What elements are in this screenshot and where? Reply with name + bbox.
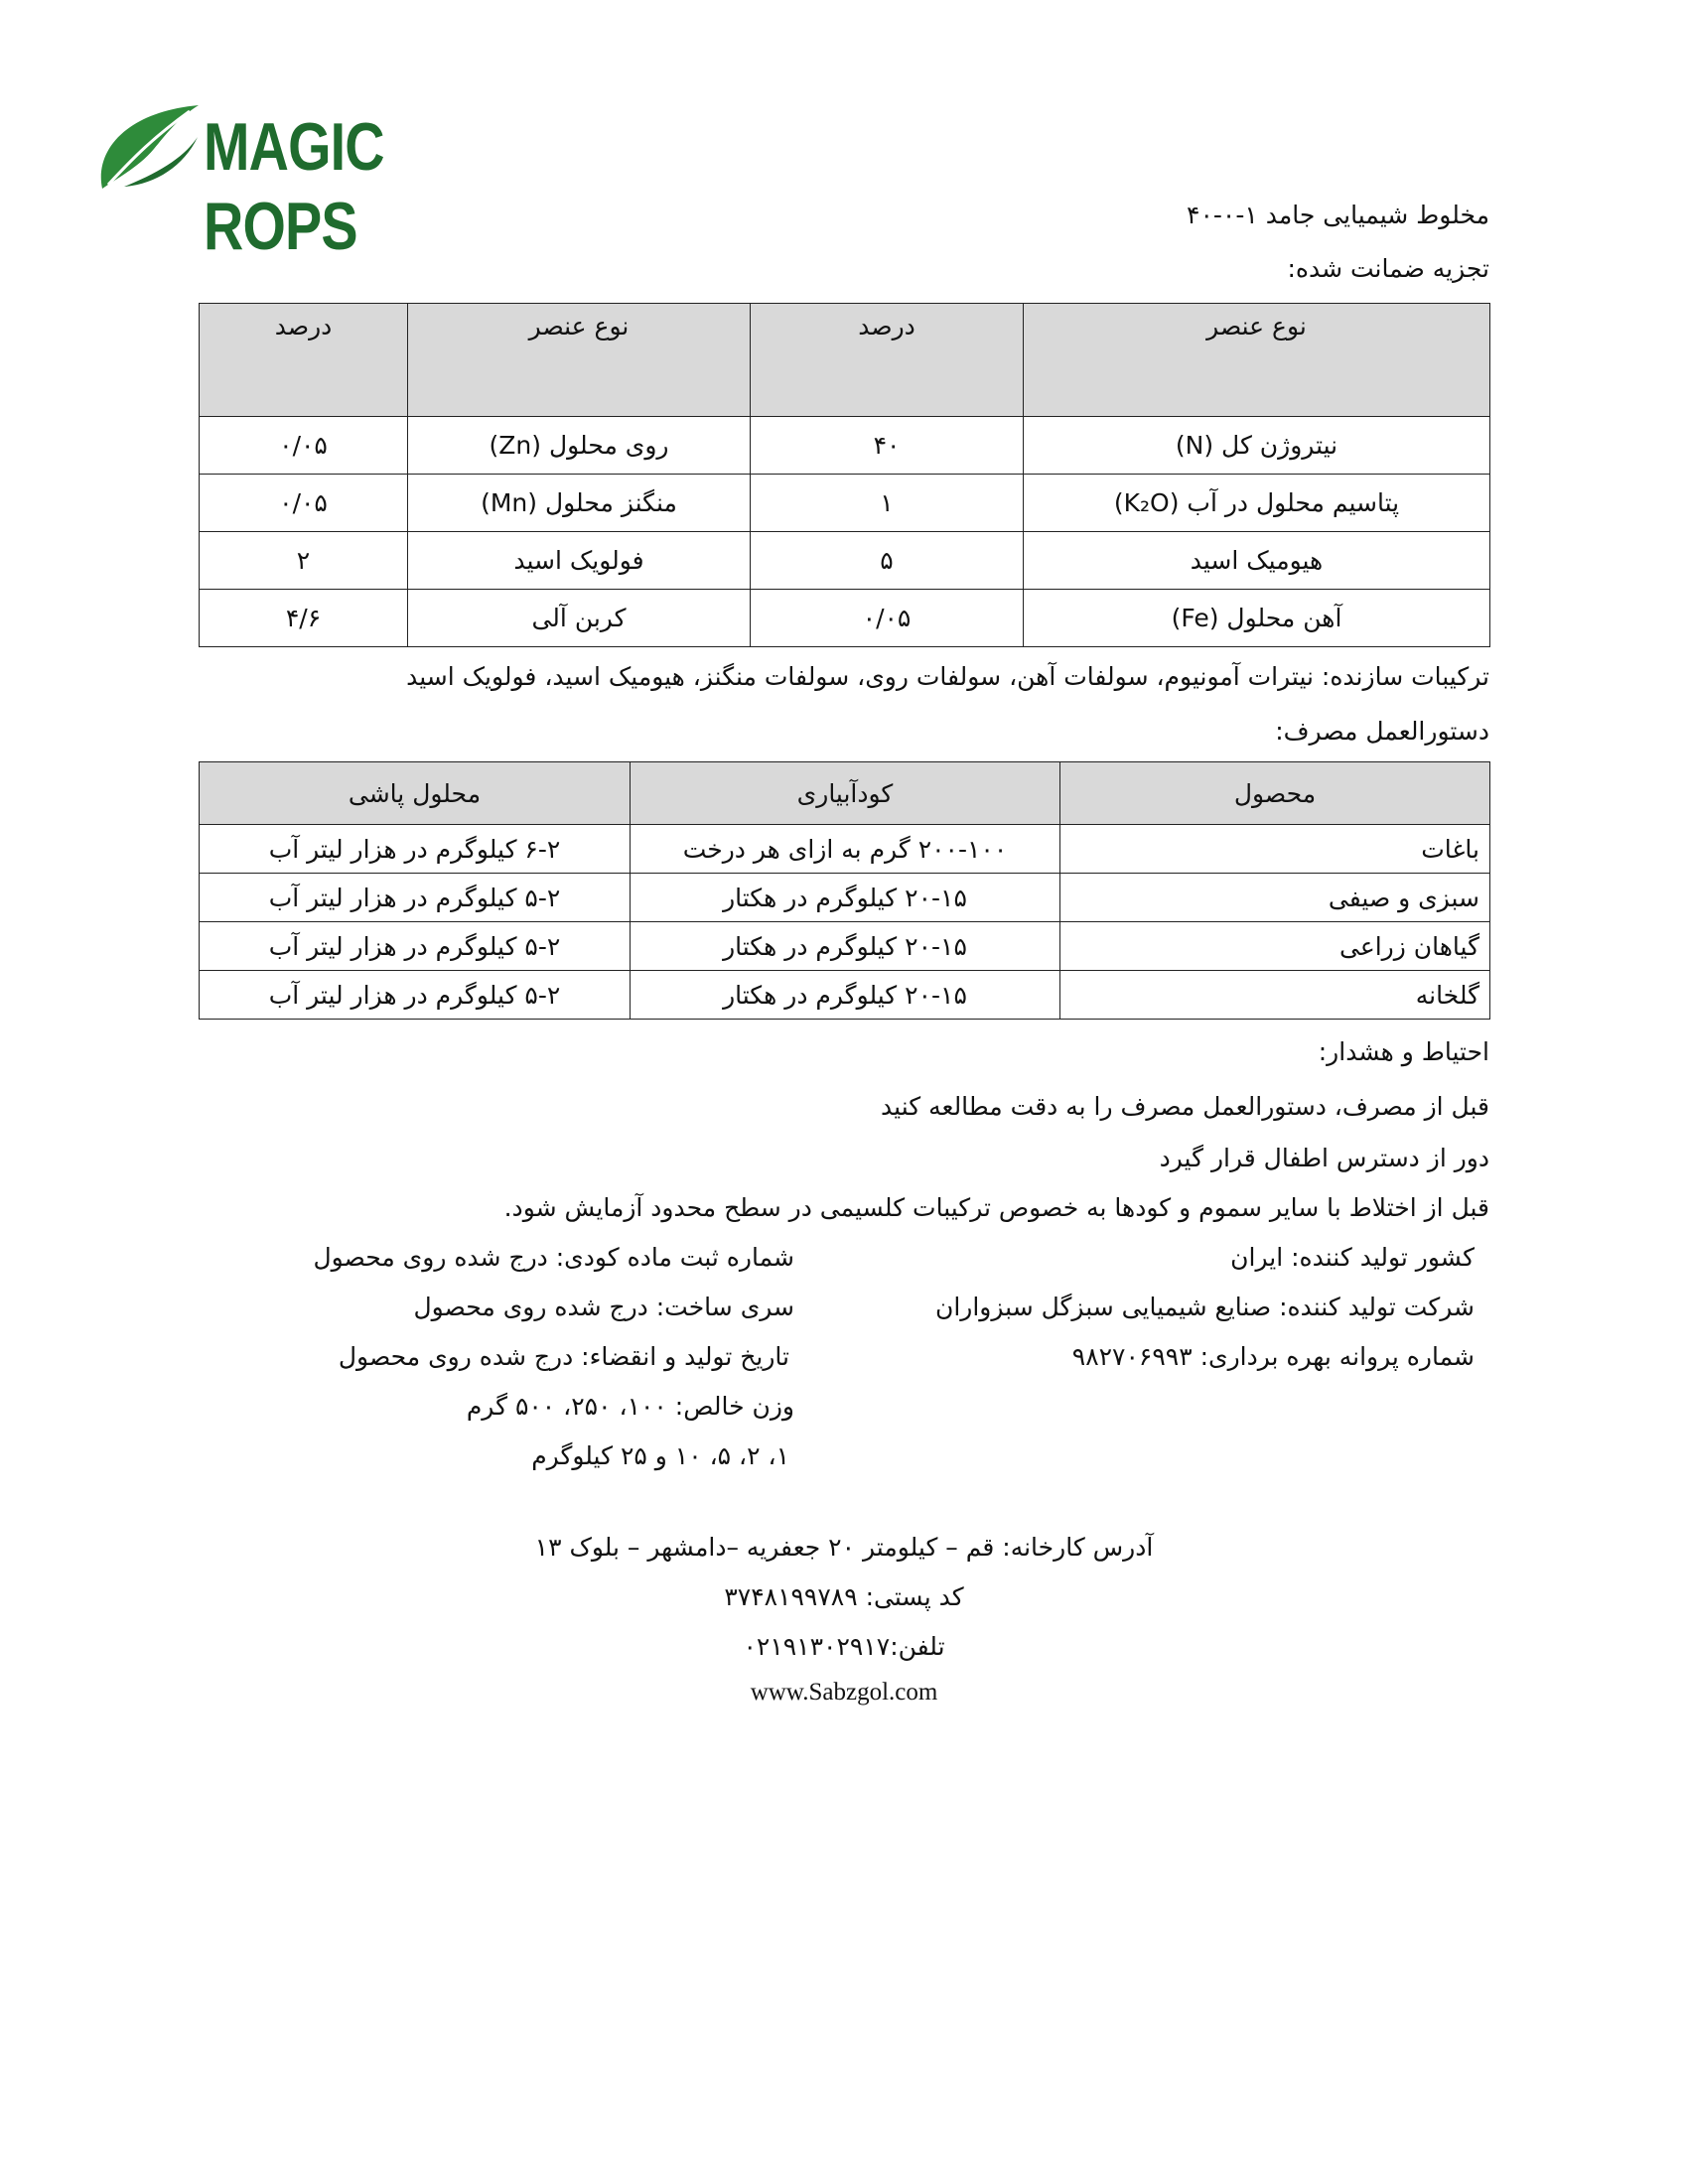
warning-item: دور از دسترس اطفال قرار گیرد: [1159, 1144, 1489, 1172]
leaf-logo-icon: [94, 97, 204, 197]
postal-code: کد پستی: ۳۷۴۸۱۹۹۷۸۹: [724, 1582, 964, 1611]
header-element-type: نوع عنصر: [1024, 304, 1490, 417]
table-cell: منگنز محلول (Mn): [408, 475, 751, 532]
table-cell: ۰/۰۵: [200, 417, 408, 475]
table-cell: روی محلول (Zn): [408, 417, 751, 475]
table-cell: ۰/۰۵: [751, 590, 1024, 647]
header-percent: درصد: [751, 304, 1024, 417]
info-weights-kg: ۱، ۲، ۵، ۱۰ و ۲۵ کیلوگرم: [531, 1441, 789, 1470]
table-cell: گلخانه: [1060, 971, 1490, 1020]
table-cell: ۵-۲ کیلوگرم در هزار لیتر آب: [200, 971, 631, 1020]
table-row: [200, 825, 1490, 874]
header-crop: محصول: [1060, 762, 1490, 825]
table-cell: ۱: [751, 475, 1024, 532]
table-cell: ۵-۲ کیلوگرم در هزار لیتر آب: [200, 922, 631, 971]
table-cell: گیاهان زراعی: [1060, 922, 1490, 971]
analysis-heading: تجزیه ضمانت شده:: [1287, 254, 1489, 283]
table-cell: ۲: [200, 532, 408, 590]
table-cell: ۲۰-۱۵ کیلوگرم در هکتار: [631, 971, 1060, 1020]
table-cell: ۲۰۰-۱۰۰ گرم به ازای هر درخت: [631, 825, 1060, 874]
table-cell: ۵: [751, 532, 1024, 590]
table-row: [200, 971, 1490, 1020]
table-row: [200, 874, 1490, 922]
info-company: شرکت تولید کننده: صنایع شیمیایی سبزگل سبزواران: [934, 1293, 1475, 1321]
guaranteed-analysis-table: [199, 303, 1490, 647]
header-percent: درصد: [200, 304, 408, 417]
table-cell: پتاسیم محلول در آب (K₂O): [1024, 475, 1490, 532]
info-country: کشور تولید کننده: ایران: [1230, 1243, 1475, 1272]
website-link[interactable]: www.Sabzgol.com: [750, 1679, 938, 1706]
header-foliar-spray: محلول پاشی: [200, 762, 631, 825]
factory-address: آدرس کارخانه: قم – کیلومتر ۲۰ جعفریه –دامشهر – بلوک ۱۳: [534, 1533, 1154, 1562]
table-cell: ۴/۶: [200, 590, 408, 647]
info-batch: سری ساخت: درج شده روی محصول: [413, 1293, 794, 1321]
header-fertigation: کودآبیاری: [631, 762, 1060, 825]
table-cell: ۴۰: [751, 417, 1024, 475]
table-header-row: [200, 762, 1490, 825]
table-row: [200, 532, 1490, 590]
table-header-row: [200, 304, 1490, 417]
table-cell: ۲۰-۱۵ کیلوگرم در هکتار: [631, 922, 1060, 971]
company-logo: [94, 97, 551, 264]
info-license: شماره پروانه بهره برداری: ۹۸۲۷۰۶۹۹۳: [1071, 1342, 1475, 1371]
header-element-type: نوع عنصر: [408, 304, 751, 417]
table-cell: هیومیک اسید: [1024, 532, 1490, 590]
info-net-weight: وزن خالص: ۱۰۰، ۲۵۰، ۵۰۰ گرم: [466, 1392, 794, 1421]
table-cell: آهن محلول (Fe): [1024, 590, 1490, 647]
warnings-heading: احتیاط و هشدار:: [1318, 1037, 1489, 1066]
warning-item: قبل از مصرف، دستورالعمل مصرف را به دقت مطالعه کنید: [881, 1092, 1489, 1121]
table-cell: سبزی و صیفی: [1060, 874, 1490, 922]
table-row: [200, 475, 1490, 532]
phone-number: تلفن:۰۲۱۹۱۳۰۲۹۱۷: [743, 1632, 945, 1661]
info-dates: تاریخ تولید و انقضاء: درج شده روی محصول: [338, 1342, 789, 1371]
table-row: [200, 417, 1490, 475]
logo-text: MAGIC ROPS: [204, 109, 384, 264]
warning-item: قبل از اختلاط با سایر سموم و کودها به خصوص ترکیبات کلسیمی در سطح محدود آزمایش شود.: [503, 1193, 1489, 1222]
product-title: مخلوط شیمیایی جامد ۱-۰-۴۰: [1187, 201, 1489, 229]
table-cell: ۵-۲ کیلوگرم در هزار لیتر آب: [200, 874, 631, 922]
usage-instructions-table: [199, 761, 1490, 1020]
table-cell: ۶-۲ کیلوگرم در هزار لیتر آب: [200, 825, 631, 874]
table-cell: کربن آلی: [408, 590, 751, 647]
info-registration: شماره ثبت ماده کودی: درج شده روی محصول: [313, 1243, 794, 1272]
table-cell: ۲۰-۱۵ کیلوگرم در هکتار: [631, 874, 1060, 922]
table-cell: ۰/۰۵: [200, 475, 408, 532]
ingredients-text: ترکیبات سازنده: نیترات آمونیوم، سولفات آهن، سولفات روی، سولفات منگنز، هیومیک اسید، فولویک اسید: [406, 662, 1489, 691]
usage-heading: دستورالعمل مصرف:: [1275, 717, 1489, 746]
table-row: [200, 922, 1490, 971]
table-cell: نیتروژن کل (N): [1024, 417, 1490, 475]
table-row: [200, 590, 1490, 647]
table-cell: فولویک اسید: [408, 532, 751, 590]
table-cell: باغات: [1060, 825, 1490, 874]
